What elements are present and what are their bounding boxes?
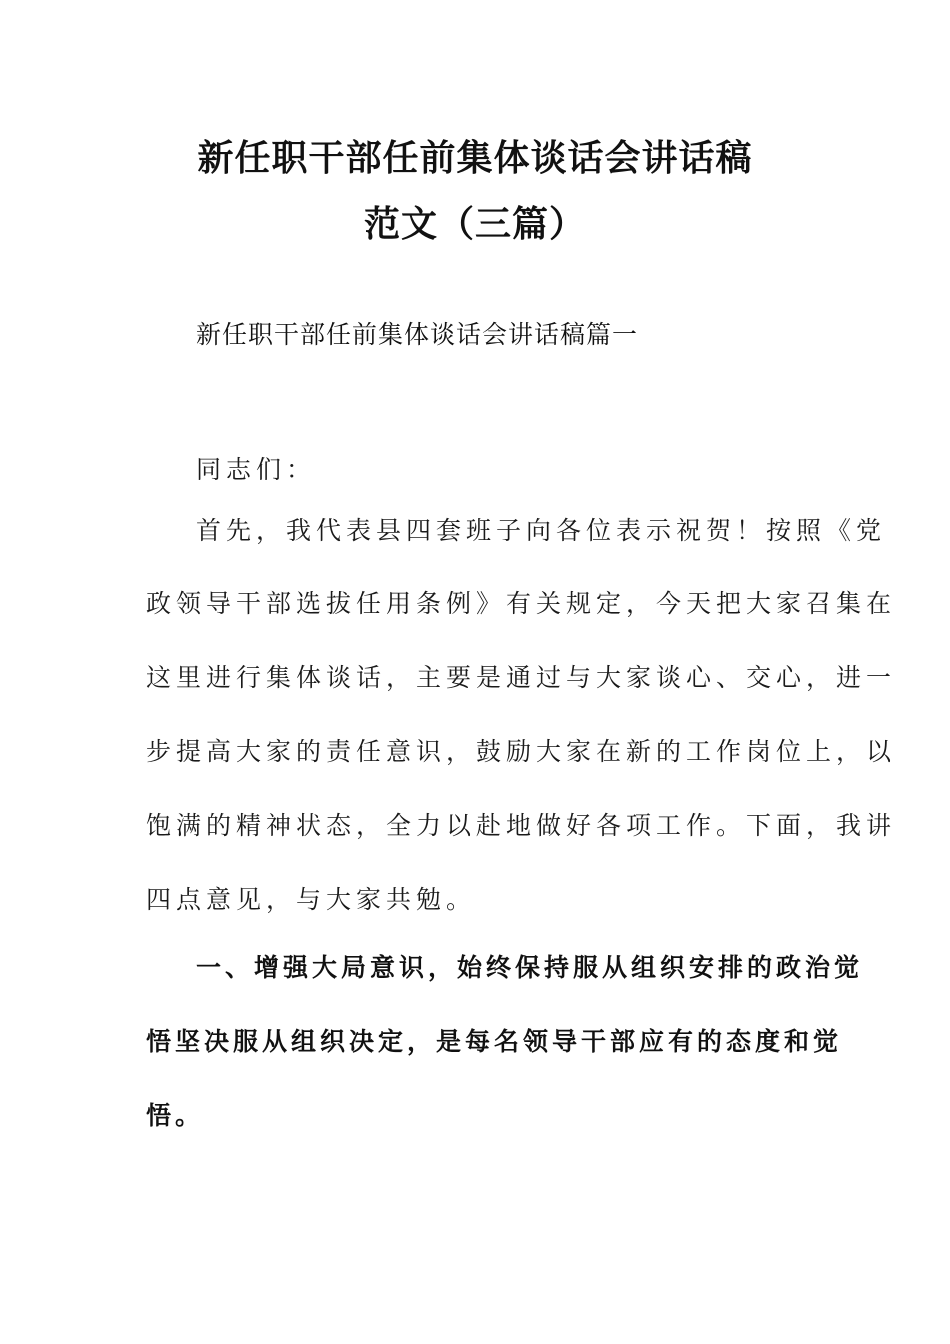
paragraph-line: 四点意见，与大家共勉。 <box>146 885 477 914</box>
paragraph-line: 首先，我代表县四套班子向各位表示祝贺！按照《党 <box>196 516 887 545</box>
bold-paragraph-line: 悟。 <box>146 1101 205 1130</box>
section-heading: 新任职干部任前集体谈话会讲话稿篇一 <box>196 320 639 349</box>
bold-paragraph-line: 一、增强大局意识，始终保持服从组织安排的政治觉 <box>196 953 864 982</box>
paragraph-line: 政领导干部选拔任用条例》有关规定，今天把大家召集在 <box>146 589 897 618</box>
salutation: 同志们： <box>196 455 317 484</box>
bold-paragraph-line: 悟坚决服从组织决定，是每名领导干部应有的态度和觉 <box>146 1027 843 1056</box>
document-title-line-1: 新任职干部任前集体谈话会讲话稿 <box>197 137 753 179</box>
paragraph-line: 步提高大家的责任意识，鼓励大家在新的工作岗位上，以 <box>146 737 897 766</box>
paragraph-line: 这里进行集体谈话，主要是通过与大家谈心、交心，进一 <box>146 663 897 692</box>
paragraph-line: 饱满的精神状态，全力以赴地做好各项工作。下面，我讲 <box>146 811 897 840</box>
document-title-line-2: 范文（三篇） <box>363 203 586 245</box>
